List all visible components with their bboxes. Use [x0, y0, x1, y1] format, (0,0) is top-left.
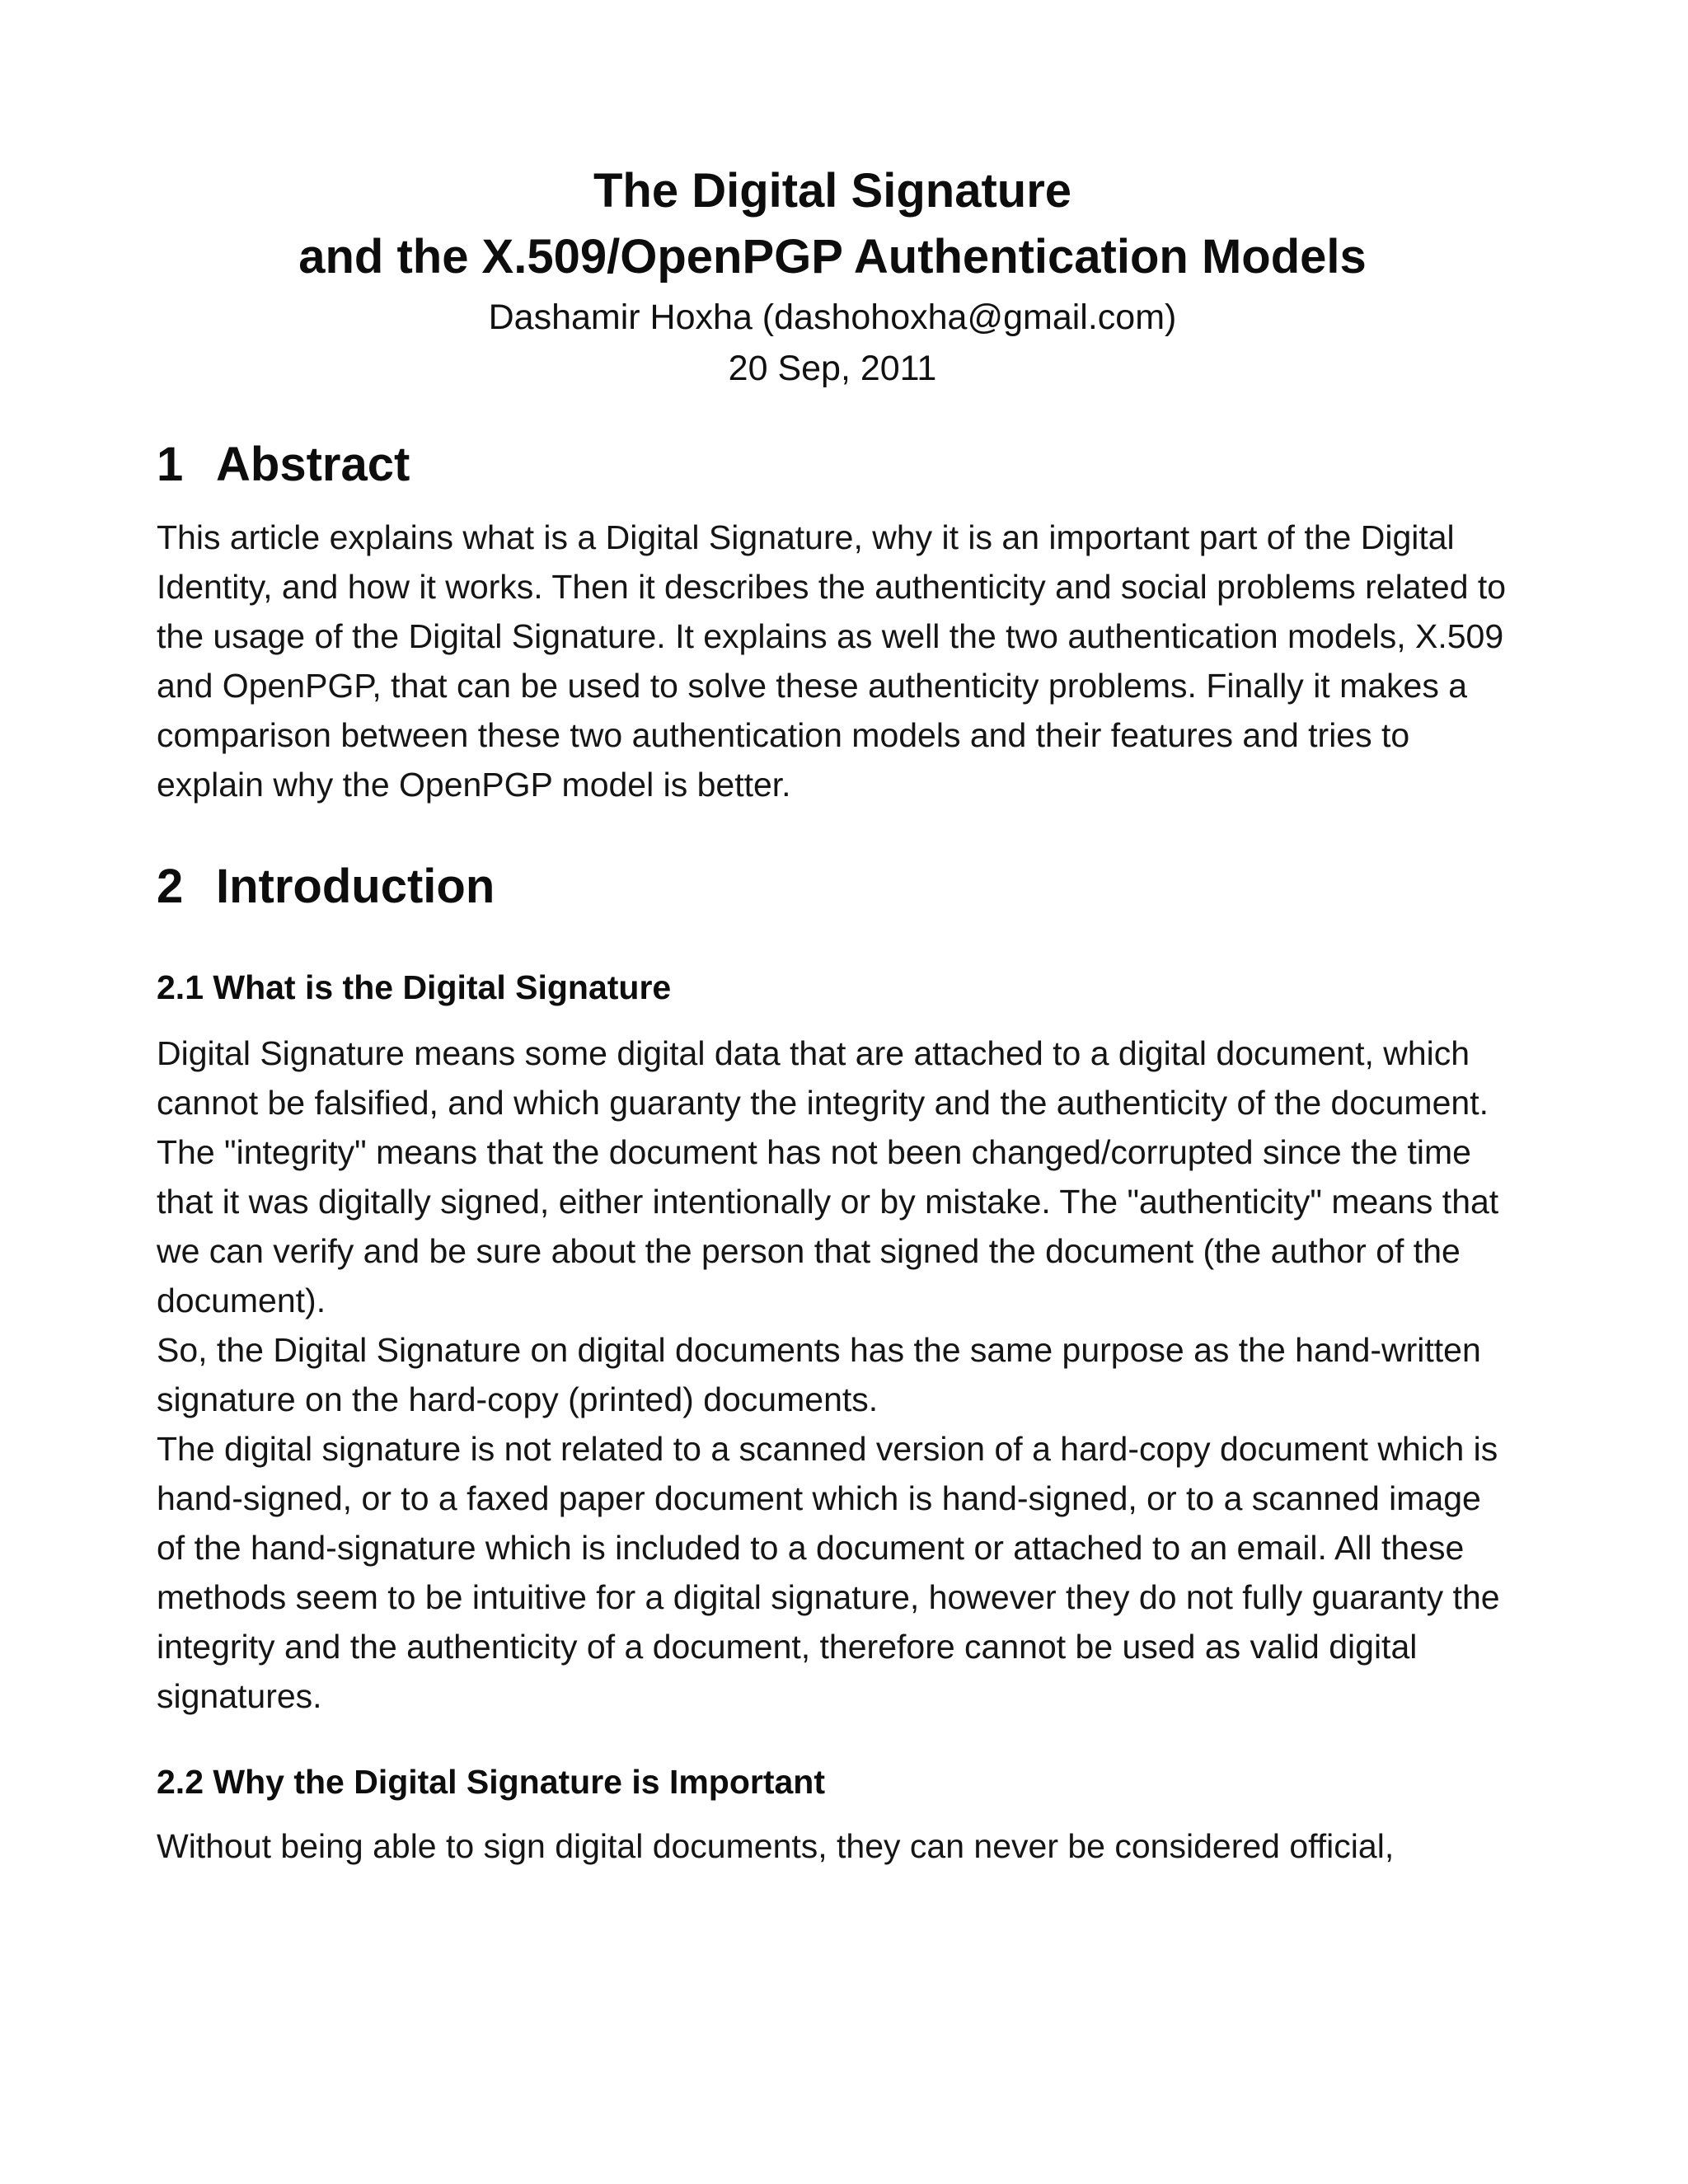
section-heading-abstract — [157, 435, 1508, 494]
publication-date: 20 Sep, 2011 — [728, 349, 937, 388]
paper-title-line-2: and the X.509/OpenPGP Authentication Models — [298, 230, 1367, 284]
section-title: Introduction — [216, 860, 495, 913]
author-line: Dashamir Hoxha (dashohoxha@gmail.com) — [488, 298, 1177, 337]
paragraph: The digital signature is not related to a scanned version of a hard-copy document which is hand-signed, or to a faxed paper document which is hand-signed, or to a scanned image of the hand-signature which is included to a document or attached to an email. All these methods seem to be intuitive for a digital signature, however they do not fully guaranty the integrity and the authenticity of a document, therefore cannot be used as valid digital signatures. — [157, 1430, 1500, 1715]
paragraph: Without being able to sign digital documents, they can never be considered official, — [157, 1827, 1395, 1865]
section-number: 1 — [157, 438, 184, 491]
paper-title-line-1: The Digital Signature — [593, 164, 1072, 218]
paragraph: The "integrity" means that the document has not been changed/corrupted since the time that it was digitally signed, either intentionally or by mistake. The "authenticity" means that we can verify and be sure about the person that signed the document (the author of the document). — [157, 1133, 1499, 1319]
subsection-heading-2-2: 2.2 Why the Digital Signature is Important — [157, 1763, 825, 1801]
subsection-heading-2-1: 2.1 What is the Digital Signature — [157, 968, 672, 1006]
section-title: Abstract — [216, 438, 410, 491]
section-number: 2 — [157, 860, 184, 913]
section-heading-introduction — [157, 857, 1508, 916]
paragraph: Digital Signature means some digital data that are attached to a digital document, which cannot be falsified, and which guaranty the integrity and the authenticity of the document. — [157, 1034, 1489, 1122]
abstract-paragraph: This article explains what is a Digital Signature, why it is an important part of the Digital Identity, and how it works. Then it describes the authenticity and social problems related to the usage of the Digital Signature. It explains as well the two authentication models, X.509 and OpenPGP, that can be used to solve these authenticity problems. Finally it makes a comparison between these two authentication models and their features and tries to explain why the OpenPGP model is better. — [157, 518, 1507, 804]
title-block — [157, 158, 1508, 394]
paragraph: So, the Digital Signature on digital documents has the same purpose as the hand-written signature on the hard-copy (printed) documents. — [157, 1331, 1481, 1418]
